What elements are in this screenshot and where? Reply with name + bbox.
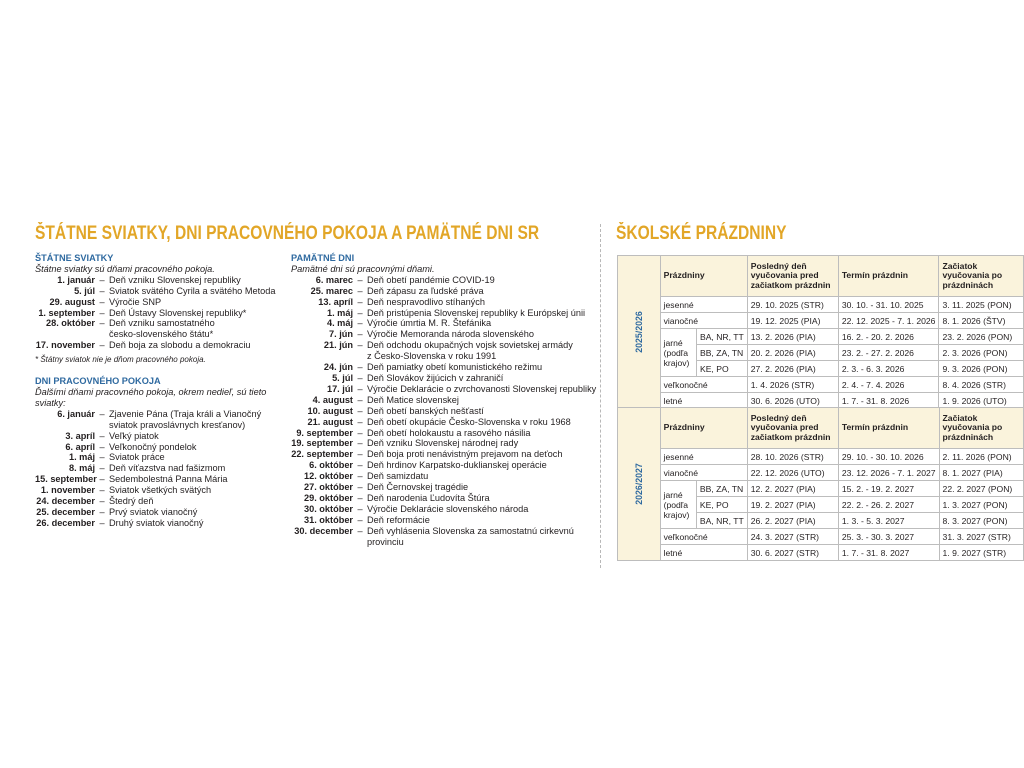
- description-line: Štedrý deň: [109, 496, 154, 507]
- last-school-day: 29. 10. 2025 (STR): [747, 297, 838, 313]
- holiday-term: 15. 2. - 19. 2. 2027: [838, 481, 939, 497]
- list-item: [35, 485, 285, 496]
- list-item: [35, 452, 285, 463]
- description: [367, 384, 596, 395]
- footnote: * Štátny sviatok nie je dňom pracovného pokoja.: [35, 355, 206, 365]
- dash-separator: –: [357, 318, 363, 329]
- holiday-term: 1. 7. - 31. 8. 2026: [838, 393, 939, 409]
- description-line: Deň vzniku Slovenskej republiky: [109, 274, 241, 285]
- holiday-term: 30. 10. - 31. 10. 2025: [838, 297, 939, 313]
- description-line: Výročie Memoranda národa slovenského: [367, 329, 534, 340]
- description: [109, 297, 285, 308]
- table-row: [618, 297, 1024, 313]
- column-header: Prázdniny: [660, 408, 747, 449]
- description-line: Deň Černovskej tragédie: [367, 482, 469, 493]
- description-line: sviatok pravoslávnych kresťanov): [109, 419, 246, 430]
- middle-column: [291, 253, 596, 547]
- date-label: 17. júl: [326, 383, 353, 394]
- holiday-term: 22. 2. - 26. 2. 2027: [838, 497, 939, 513]
- school-start: 22. 2. 2027 (PON): [939, 481, 1023, 497]
- header-row: [618, 408, 1024, 449]
- school-start: 8. 1. 2027 (PIA): [939, 465, 1023, 481]
- description: [109, 409, 285, 431]
- holiday-term: 25. 3. - 30. 3. 2027: [838, 529, 939, 545]
- dash-separator: –: [357, 460, 363, 471]
- description-line: z Česko-Slovenska v roku 1991: [367, 351, 497, 362]
- list-item: [291, 373, 596, 384]
- section-subtitle-memorial-days: Pamätné dni sú pracovnými dňami.: [291, 263, 435, 274]
- holiday-name: letné: [660, 393, 747, 409]
- dash-separator: –: [357, 394, 363, 405]
- description: [367, 286, 596, 297]
- holiday-term: 23. 12. 2026 - 7. 1. 2027: [838, 465, 939, 481]
- list-item: [291, 417, 596, 428]
- description: [367, 275, 596, 286]
- list-item: [35, 431, 285, 442]
- holiday-name: jarné (podľa krajov): [660, 329, 696, 377]
- list-item: [291, 286, 596, 297]
- school-holidays-table-2026-2027: [617, 407, 1024, 561]
- list-item: [291, 362, 596, 373]
- dash-separator: –: [357, 405, 363, 416]
- table-row: [618, 465, 1024, 481]
- date-label: 4. máj: [326, 318, 353, 329]
- dash-separator: –: [99, 496, 105, 507]
- date-label: 4. august: [312, 394, 353, 405]
- date-label: 6. október: [309, 460, 353, 471]
- description-line: Deň víťazstva nad fašizmom: [109, 463, 226, 474]
- region-group: KE, PO: [696, 497, 747, 513]
- section-subtitle-rest-days: Ďalšími dňami pracovného pokoja, okrem nedieľ, sú tieto sviatky:: [35, 386, 267, 408]
- last-school-day: 22. 12. 2026 (UTO): [747, 465, 838, 481]
- list-item: [291, 275, 596, 286]
- date-label: 28. október: [45, 318, 95, 329]
- description-line: Deň hrdinov Karpatsko-duklianskej operácie: [367, 460, 547, 471]
- dash-separator: –: [357, 383, 363, 394]
- state-holidays-list: [35, 275, 285, 351]
- description-line: Veľký piatok: [109, 430, 159, 441]
- dash-separator: –: [357, 307, 363, 318]
- description-line: Deň obetí pandémie COVID-19: [367, 274, 495, 285]
- table-row: [618, 377, 1024, 393]
- school-year-cell: [618, 408, 661, 561]
- region-group: BB, ZA, TN: [696, 481, 747, 497]
- date-label: 30. október: [303, 503, 353, 514]
- description: [109, 431, 285, 442]
- column-header: Prázdniny: [660, 256, 747, 297]
- school-start: 1. 9. 2027 (STR): [939, 545, 1023, 561]
- table-row: [618, 449, 1024, 465]
- date-label: 27. október: [303, 482, 353, 493]
- list-item: [291, 526, 596, 548]
- dash-separator: –: [357, 296, 363, 307]
- date-label: 1. september: [38, 307, 95, 318]
- description-line: Deň pamiatky obetí komunistického režimu: [367, 362, 543, 373]
- date-label: 31. október: [303, 514, 353, 525]
- list-item: [35, 409, 285, 431]
- description: [109, 518, 285, 529]
- list-item: [291, 329, 596, 340]
- dash-separator: –: [357, 449, 363, 460]
- list-item: [291, 428, 596, 439]
- date-label: 7. jún: [329, 329, 353, 340]
- description: [109, 474, 285, 485]
- school-start: 2. 11. 2026 (PON): [939, 449, 1023, 465]
- date-label: 1. november: [40, 485, 95, 496]
- description-line: Výročie SNP: [109, 296, 162, 307]
- description-line: Zjavenie Pána (Traja králi a Vianočný: [109, 408, 262, 419]
- column-divider: [600, 224, 601, 568]
- dash-separator: –: [357, 416, 363, 427]
- description: [367, 493, 596, 504]
- holiday-term: 16. 2. - 20. 2. 2026: [838, 329, 939, 345]
- description-line: Deň nespravodlivo stíhaných: [367, 296, 485, 307]
- school-start: 9. 3. 2026 (PON): [939, 361, 1024, 377]
- description: [367, 449, 596, 460]
- school-start: 8. 4. 2026 (STR): [939, 377, 1024, 393]
- last-school-day: 12. 2. 2027 (PIA): [747, 481, 838, 497]
- description: [109, 452, 285, 463]
- dash-separator: –: [99, 441, 105, 452]
- description-line: Deň vyhlásenia Slovenska za samostatnú cirkevnú: [367, 525, 574, 536]
- description: [367, 438, 596, 449]
- description-line: Deň vzniku samostatného: [109, 318, 215, 329]
- dash-separator: –: [99, 506, 105, 517]
- last-school-day: 19. 2. 2027 (PIA): [747, 497, 838, 513]
- description: [109, 308, 285, 319]
- list-item: [291, 340, 596, 362]
- table-row: [618, 481, 1024, 497]
- dash-separator: –: [357, 285, 363, 296]
- dash-separator: –: [99, 340, 105, 351]
- description: [109, 485, 285, 496]
- column-header: Posledný deň vyučovania pred začiatkom prázdnin: [747, 408, 838, 449]
- dash-separator: –: [99, 318, 105, 329]
- description: [367, 297, 596, 308]
- region-group: BB, ZA, TN: [696, 345, 747, 361]
- last-school-day: 28. 10. 2026 (STR): [747, 449, 838, 465]
- title-school-holidays: ŠKOLSKÉ PRÁZDNINY: [616, 223, 787, 244]
- description: [109, 496, 285, 507]
- dash-separator: –: [357, 492, 363, 503]
- description: [367, 340, 596, 362]
- list-item: [35, 474, 285, 485]
- description: [367, 515, 596, 526]
- list-item: [291, 438, 596, 449]
- description-line: Výročie Deklarácie o zvrchovanosti Slovenskej republiky: [367, 383, 597, 394]
- description-line: Deň Slovákov žijúcich v zahraničí: [367, 372, 504, 383]
- memorial-days-list: [291, 275, 596, 548]
- list-item: [291, 308, 596, 319]
- date-label: 6. apríl: [65, 441, 95, 452]
- date-label: 29. október: [303, 492, 353, 503]
- description-line: Deň pristúpenia Slovenskej republiky k Európskej únii: [367, 307, 586, 318]
- description-line: Prvý sviatok vianočný: [109, 506, 198, 517]
- description: [109, 275, 285, 286]
- list-item: [35, 463, 285, 474]
- table-row: [618, 313, 1024, 329]
- description: [367, 417, 596, 428]
- list-item: [35, 496, 285, 507]
- list-item: [291, 460, 596, 471]
- date-label: 13. apríl: [318, 296, 353, 307]
- list-item: [35, 297, 285, 308]
- list-item: [35, 507, 285, 518]
- description-line: Deň boja proti nenávistným prejavom na deťoch: [367, 449, 563, 460]
- description: [367, 406, 596, 417]
- column-header: Termín prázdnin: [838, 408, 939, 449]
- description: [367, 482, 596, 493]
- dash-separator: –: [99, 307, 105, 318]
- date-label: 17. november: [35, 340, 95, 351]
- table-row: [618, 529, 1024, 545]
- date-label: 6. marec: [315, 274, 353, 285]
- description-line: Deň Matice slovenskej: [367, 394, 459, 405]
- list-item: [35, 518, 285, 529]
- dash-separator: –: [99, 474, 105, 485]
- list-item: [35, 442, 285, 453]
- school-start: 3. 11. 2025 (PON): [939, 297, 1024, 313]
- date-label: 24. jún: [323, 362, 353, 373]
- description: [109, 318, 285, 340]
- date-label: 1. máj: [68, 452, 95, 463]
- holiday-term: 2. 4. - 7. 4. 2026: [838, 377, 939, 393]
- description: [109, 340, 285, 351]
- date-label: 30. december: [294, 525, 353, 536]
- column-header: Termín prázdnin: [838, 256, 939, 297]
- description: [109, 442, 285, 453]
- last-school-day: 1. 4. 2026 (STR): [747, 377, 838, 393]
- description-line: Deň samizdatu: [367, 471, 429, 482]
- list-item: [35, 340, 285, 351]
- dash-separator: –: [357, 438, 363, 449]
- school-start: 1. 9. 2026 (UTO): [939, 393, 1024, 409]
- description-line: Deň obetí okupácie Česko-Slovenska v roku 1968: [367, 416, 571, 427]
- description-line: Deň vzniku Slovenskej národnej rady: [367, 438, 519, 449]
- date-label: 22. september: [291, 449, 353, 460]
- last-school-day: 30. 6. 2026 (UTO): [747, 393, 838, 409]
- description: [367, 428, 596, 439]
- dash-separator: –: [357, 362, 363, 373]
- list-item: [291, 318, 596, 329]
- table-row: [618, 329, 1024, 345]
- date-label: 24. december: [36, 496, 95, 507]
- holiday-term: 23. 2. - 27. 2. 2026: [838, 345, 939, 361]
- description-line: Výročie Deklarácie slovenského národa: [367, 503, 529, 514]
- list-item: [291, 406, 596, 417]
- description-line: česko-slovenského štátu*: [109, 329, 214, 340]
- school-holidays-table-2025-2026: [617, 255, 1024, 409]
- date-label: 6. január: [57, 408, 95, 419]
- last-school-day: 27. 2. 2026 (PIA): [747, 361, 838, 377]
- dash-separator: –: [357, 482, 363, 493]
- column-header: Začiatok vyučovania po prázdninách: [939, 256, 1024, 297]
- region-group: BA, NR, TT: [696, 329, 747, 345]
- dash-separator: –: [357, 471, 363, 482]
- last-school-day: 26. 2. 2027 (PIA): [747, 513, 838, 529]
- holiday-name: veľkonočné: [660, 377, 747, 393]
- date-label: 5. júl: [332, 372, 353, 383]
- date-label: 26. december: [36, 517, 95, 528]
- description-line: Deň Ústavy Slovenskej republiky*: [109, 307, 247, 318]
- description-line: Deň zápasu za ľudské práva: [367, 285, 484, 296]
- dash-separator: –: [99, 430, 105, 441]
- date-label: 9. september: [296, 427, 353, 438]
- description-line: provinciu: [367, 536, 404, 547]
- description-line: Deň obetí holokaustu a rasového násilia: [367, 427, 531, 438]
- dash-separator: –: [99, 452, 105, 463]
- school-start: 1. 3. 2027 (PON): [939, 497, 1023, 513]
- holiday-name: jesenné: [660, 297, 747, 313]
- holiday-term: 29. 10. - 30. 10. 2026: [838, 449, 939, 465]
- description-line: Výročie úmrtia M. R. Štefánika: [367, 318, 492, 329]
- description: [367, 362, 596, 373]
- date-label: 21. jún: [323, 340, 353, 351]
- dash-separator: –: [99, 296, 105, 307]
- school-year-label: 2026/2027: [633, 463, 644, 505]
- holiday-name: veľkonočné: [660, 529, 747, 545]
- dash-separator: –: [357, 340, 363, 351]
- rest-days-list: [35, 409, 285, 529]
- list-item: [35, 275, 285, 286]
- school-start: 8. 3. 2027 (PON): [939, 513, 1023, 529]
- last-school-day: 20. 2. 2026 (PIA): [747, 345, 838, 361]
- description: [109, 286, 285, 297]
- description: [367, 471, 596, 482]
- section-title-rest-days: DNI PRACOVNÉHO POKOJA: [35, 376, 161, 387]
- date-label: 15. september: [35, 474, 97, 485]
- holiday-term: 1. 7. - 31. 8. 2027: [838, 545, 939, 561]
- left-column: [35, 253, 285, 529]
- list-item: [291, 297, 596, 308]
- last-school-day: 30. 6. 2027 (STR): [747, 545, 838, 561]
- list-item: [291, 449, 596, 460]
- description-line: Sviatok práce: [109, 452, 165, 463]
- date-label: 1. máj: [326, 307, 353, 318]
- school-start: 2. 3. 2026 (PON): [939, 345, 1024, 361]
- dash-separator: –: [357, 329, 363, 340]
- dash-separator: –: [99, 485, 105, 496]
- header-row: [618, 256, 1024, 297]
- dash-separator: –: [357, 525, 363, 536]
- holiday-name: letné: [660, 545, 747, 561]
- last-school-day: 13. 2. 2026 (PIA): [747, 329, 838, 345]
- date-label: 21. august: [307, 416, 353, 427]
- holiday-term: 1. 3. - 5. 3. 2027: [838, 513, 939, 529]
- list-item: [291, 493, 596, 504]
- description-line: Deň obetí banských nešťastí: [367, 405, 484, 416]
- description: [367, 373, 596, 384]
- description: [367, 329, 596, 340]
- school-start: 23. 2. 2026 (PON): [939, 329, 1024, 345]
- dash-separator: –: [99, 285, 105, 296]
- date-label: 12. október: [303, 471, 353, 482]
- description: [367, 526, 596, 548]
- dash-separator: –: [99, 463, 105, 474]
- dash-separator: –: [357, 372, 363, 383]
- description-line: Deň odchodu okupačných vojsk sovietskej armády: [367, 340, 573, 351]
- description: [109, 463, 285, 474]
- date-label: 25. marec: [310, 285, 353, 296]
- column-header: Posledný deň vyučovania pred začiatkom prázdnin: [747, 256, 838, 297]
- description-line: Druhý sviatok vianočný: [109, 517, 204, 528]
- description-line: Sedembolestná Panna Mária: [109, 474, 228, 485]
- region-group: KE, PO: [696, 361, 747, 377]
- last-school-day: 24. 3. 2027 (STR): [747, 529, 838, 545]
- section-title-state-holidays: ŠTÁTNE SVIATKY: [35, 253, 114, 263]
- date-label: 5. júl: [74, 285, 95, 296]
- description: [367, 395, 596, 406]
- description: [367, 308, 596, 319]
- date-label: 1. január: [57, 274, 95, 285]
- date-label: 19. september: [291, 438, 353, 449]
- list-item: [291, 504, 596, 515]
- holiday-name: vianočné: [660, 465, 747, 481]
- last-school-day: 19. 12. 2025 (PIA): [747, 313, 838, 329]
- description: [109, 507, 285, 518]
- column-header: Začiatok vyučovania po prázdninách: [939, 408, 1023, 449]
- holiday-name: vianočné: [660, 313, 747, 329]
- holiday-term: 2. 3. - 6. 3. 2026: [838, 361, 939, 377]
- date-label: 3. apríl: [65, 430, 95, 441]
- list-item: [291, 515, 596, 526]
- description-line: Deň boja za slobodu a demokraciu: [109, 340, 251, 351]
- section-title-memorial-days: PAMÄTNÉ DNI: [291, 253, 355, 263]
- holiday-name: jesenné: [660, 449, 747, 465]
- list-item: [291, 384, 596, 395]
- school-year-cell: [618, 256, 661, 409]
- date-label: 8. máj: [68, 463, 95, 474]
- description-line: Deň narodenia Ľudovíta Štúra: [367, 492, 490, 503]
- list-item: [291, 482, 596, 493]
- school-year-label: 2025/2026: [633, 311, 644, 353]
- school-start: 8. 1. 2026 (ŠTV): [939, 313, 1024, 329]
- dash-separator: –: [99, 517, 105, 528]
- dash-separator: –: [357, 514, 363, 525]
- date-label: 29. august: [49, 296, 95, 307]
- description-line: Veľkonočný pondelok: [109, 441, 197, 452]
- section-subtitle-state-holidays: Štátne sviatky sú dňami pracovného pokoja.: [35, 263, 215, 274]
- description-line: Deň reformácie: [367, 514, 430, 525]
- dash-separator: –: [357, 503, 363, 514]
- table-row: [618, 545, 1024, 561]
- dash-separator: –: [99, 408, 105, 419]
- dash-separator: –: [357, 274, 363, 285]
- holiday-term: 22. 12. 2025 - 7. 1. 2026: [838, 313, 939, 329]
- school-start: 31. 3. 2027 (STR): [939, 529, 1023, 545]
- date-label: 25. december: [36, 506, 95, 517]
- region-group: BA, NR, TT: [696, 513, 747, 529]
- description: [367, 504, 596, 515]
- description-line: Sviatok všetkých svätých: [109, 485, 212, 496]
- list-item: [35, 308, 285, 319]
- list-item: [291, 471, 596, 482]
- list-item: [35, 318, 285, 340]
- list-item: [291, 395, 596, 406]
- title-state-holidays: ŠTÁTNE SVIATKY, DNI PRACOVNÉHO POKOJA A PAMÄTNÉ DNI SR: [35, 223, 540, 244]
- description: [367, 318, 596, 329]
- description: [367, 460, 596, 471]
- dash-separator: –: [357, 427, 363, 438]
- list-item: [35, 286, 285, 297]
- description-line: Sviatok svätého Cyrila a svätého Metoda: [109, 285, 276, 296]
- dash-separator: –: [99, 274, 105, 285]
- holiday-name: jarné (podľa krajov): [660, 481, 696, 529]
- date-label: 10. august: [307, 405, 353, 416]
